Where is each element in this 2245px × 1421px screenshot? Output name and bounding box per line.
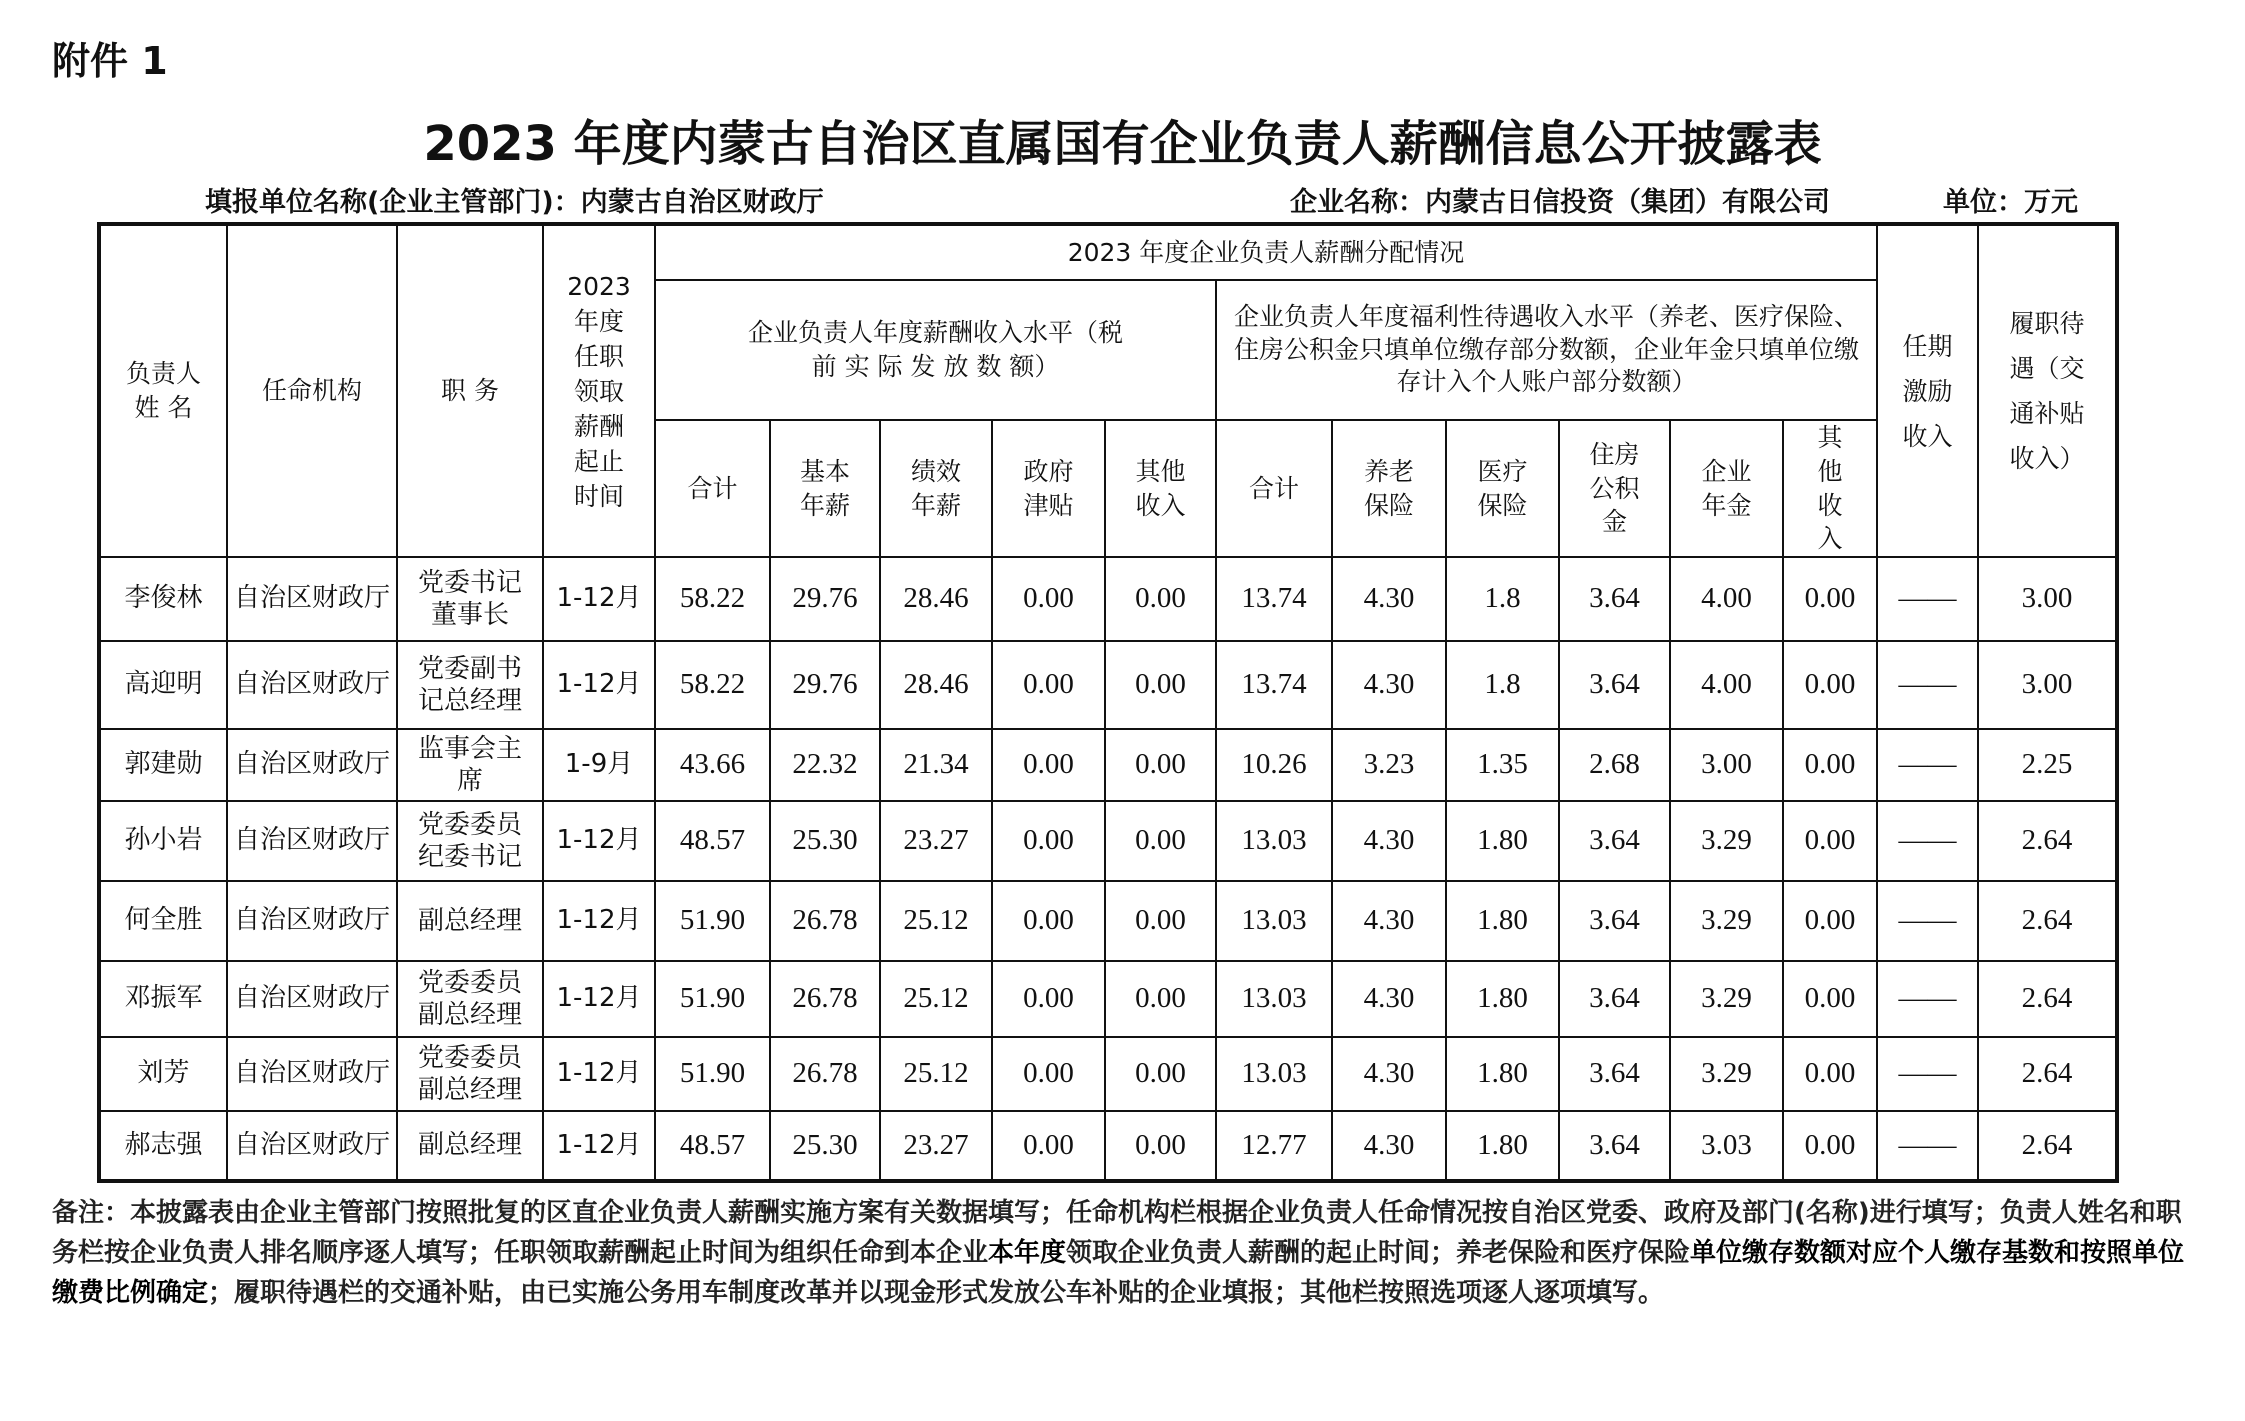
value-cell: 4.30 [1332,881,1446,961]
value-cell: 13.03 [1216,1037,1332,1111]
value-cell: —— [1877,881,1978,961]
value-cell: 2.64 [1978,881,2117,961]
value-cell: —— [1877,729,1978,801]
value-cell: 4.00 [1670,641,1783,729]
subheader-cell: 政府津贴 [992,420,1105,557]
subheader-cell: 其他收入 [1105,420,1216,557]
header-period: 2023年度任职领取薪酬起止时间 [543,224,655,557]
header-org: 任命机构 [227,224,397,557]
value-cell: 13.74 [1216,557,1332,641]
value-cell: 0.00 [1105,729,1216,801]
table-row [99,557,2117,641]
value-cell: 3.23 [1332,729,1446,801]
value-cell: 0.00 [992,641,1105,729]
value-cell: 1.80 [1446,961,1559,1037]
table-row [99,641,2117,729]
value-cell: 0.00 [1783,729,1877,801]
name-cell: 孙小岩 [99,801,227,881]
value-cell: 2.64 [1978,1111,2117,1181]
value-cell: 25.30 [770,801,880,881]
value-cell: 3.00 [1978,641,2117,729]
value-cell: 51.90 [655,1037,770,1111]
header-welfare-group: 企业负责人年度福利性待遇收入水平（养老、医疗保险、住房公积金只填单位缴存部分数额，企业年金只填单位缴存计入个人账户部分数额） [1216,280,1877,420]
value-cell: 0.00 [992,1037,1105,1111]
value-cell: 48.57 [655,1111,770,1181]
subheader-cell: 合计 [1216,420,1332,557]
value-cell: 13.03 [1216,801,1332,881]
footnote [52,1193,2192,1313]
value-cell: 25.30 [770,1111,880,1181]
subheader-cell: 住房公积金 [1559,420,1670,557]
org-cell: 自治区财政厅 [227,729,397,801]
value-cell: 0.00 [1105,557,1216,641]
value-cell: 0.00 [1105,961,1216,1037]
attachment-label: 附件 1 [52,39,168,83]
name-cell: 郭建勋 [99,729,227,801]
value-cell: 0.00 [992,729,1105,801]
table-row [99,1111,2117,1181]
value-cell: 43.66 [655,729,770,801]
value-cell: 0.00 [992,961,1105,1037]
value-cell: 0.00 [992,881,1105,961]
value-cell: 0.00 [1105,641,1216,729]
value-cell: 0.00 [1105,1037,1216,1111]
org-cell: 自治区财政厅 [227,961,397,1037]
value-cell: 13.74 [1216,641,1332,729]
org-cell: 自治区财政厅 [227,1111,397,1181]
note-text: 领取企业负责人薪酬的起止时间；养老保险和医疗保险 [1066,1238,1691,1268]
position-cell: 监事会主席 [397,729,543,801]
value-cell: 4.00 [1670,557,1783,641]
name-cell: 李俊林 [99,557,227,641]
org-cell: 自治区财政厅 [227,1037,397,1111]
value-cell: 3.29 [1670,1037,1783,1111]
value-cell: 3.64 [1559,1111,1670,1181]
value-cell: 29.76 [770,557,880,641]
value-cell: 1.35 [1446,729,1559,801]
value-cell: 2.64 [1978,1037,2117,1111]
reporting-unit: 填报单位名称(企业主管部门)：内蒙古自治区财政厅 [205,187,824,218]
table-row [99,881,2117,961]
value-cell: 4.30 [1332,961,1446,1037]
value-cell: 3.03 [1670,1111,1783,1181]
header-name: 负责人姓 名 [99,224,227,557]
value-cell: 2.64 [1978,801,2117,881]
position-cell: 副总经理 [397,1111,543,1181]
header-incentive: 任期激励收入 [1877,224,1978,557]
value-cell: 0.00 [1783,641,1877,729]
header-position: 职 务 [397,224,543,557]
value-cell: 0.00 [1783,1111,1877,1181]
value-cell: 26.78 [770,961,880,1037]
value-cell: 21.34 [880,729,992,801]
salary-table [97,222,2119,1183]
period-cell: 1-12月 [543,961,655,1037]
value-cell: 0.00 [992,1111,1105,1181]
period-cell: 1-12月 [543,881,655,961]
table-row [99,961,2117,1037]
value-cell: 10.26 [1216,729,1332,801]
value-cell: 0.00 [1105,1111,1216,1181]
value-cell: 0.00 [1105,881,1216,961]
value-cell: 4.30 [1332,1111,1446,1181]
header-allowance: 履职待遇（交通补贴收入） [1978,224,2117,557]
value-cell: 0.00 [1783,961,1877,1037]
value-cell: 1.8 [1446,641,1559,729]
note-bold: 单位缴存数额对应个人缴存基数和按照单位缴费比例确定 [52,1238,2185,1308]
value-cell: 0.00 [1783,801,1877,881]
value-cell: 3.00 [1978,557,2117,641]
value-cell: 0.00 [992,801,1105,881]
name-cell: 郝志强 [99,1111,227,1181]
value-cell: 0.00 [992,557,1105,641]
subheader-cell: 医疗保险 [1446,420,1559,557]
note-bold: 本年度 [988,1238,1067,1268]
subheader-cell: 其他收入 [1783,420,1877,557]
header-salary-group: 企业负责人年度薪酬收入水平（税 前 实 际 发 放 数 额） [655,280,1216,420]
org-cell: 自治区财政厅 [227,881,397,961]
value-cell: 4.30 [1332,801,1446,881]
value-cell: 25.12 [880,1037,992,1111]
org-cell: 自治区财政厅 [227,801,397,881]
period-cell: 1-9月 [543,729,655,801]
unit-label: 单位：万元 [1943,187,2078,218]
name-cell: 邓振军 [99,961,227,1037]
org-cell: 自治区财政厅 [227,557,397,641]
value-cell: 1.80 [1446,881,1559,961]
value-cell: 3.64 [1559,881,1670,961]
value-cell: 3.64 [1559,801,1670,881]
value-cell: —— [1877,801,1978,881]
value-cell: 13.03 [1216,961,1332,1037]
name-cell: 何全胜 [99,881,227,961]
value-cell: 51.90 [655,961,770,1037]
note-text: ；履职待遇栏的交通补贴，由已实施公务用车制度改革并以现金形式发放公车补贴的企业填报；其他栏按照选项逐人逐项填写。 [208,1278,1665,1308]
position-cell: 党委委员纪委书记 [397,801,543,881]
value-cell: 0.00 [1783,881,1877,961]
value-cell: 25.12 [880,881,992,961]
subheader-cell: 养老保险 [1332,420,1446,557]
value-cell: —— [1877,557,1978,641]
value-cell: —— [1877,641,1978,729]
value-cell: 29.76 [770,641,880,729]
value-cell: 23.27 [880,1111,992,1181]
value-cell: 1.8 [1446,557,1559,641]
value-cell: 2.68 [1559,729,1670,801]
subheader-cell: 合计 [655,420,770,557]
value-cell: 13.03 [1216,881,1332,961]
value-cell: 4.30 [1332,557,1446,641]
note-text: 备注：本披露表由企业主管部门按照批复的区直企业负责人薪酬实施方案有关数据填写；任命机构栏根据企业负责人任命情况按自治区党委、政府及部门(名称)进行填写；负责人姓名和职务栏按企业负责人排名顺序逐人填写；任职领取薪酬起止时间为组织任命到本企业 [52,1198,2182,1268]
table-row [99,1037,2117,1111]
table-row [99,801,2117,881]
value-cell: 3.29 [1670,961,1783,1037]
subheader-cell: 基本年薪 [770,420,880,557]
value-cell: 2.25 [1978,729,2117,801]
value-cell: 4.30 [1332,1037,1446,1111]
name-cell: 高迎明 [99,641,227,729]
value-cell: 58.22 [655,557,770,641]
page-title: 2023 年度内蒙古自治区直属国有企业负责人薪酬信息公开披露表 [423,116,1822,172]
value-cell: 26.78 [770,1037,880,1111]
subheader-cell: 绩效年薪 [880,420,992,557]
company-name: 企业名称：内蒙古日信投资（集团）有限公司 [1290,187,1830,218]
table-row [99,729,2117,801]
value-cell: 28.46 [880,557,992,641]
name-cell: 刘芳 [99,1037,227,1111]
value-cell: 1.80 [1446,801,1559,881]
period-cell: 1-12月 [543,801,655,881]
value-cell: 26.78 [770,881,880,961]
value-cell: —— [1877,1037,1978,1111]
value-cell: 3.29 [1670,881,1783,961]
org-cell: 自治区财政厅 [227,641,397,729]
period-cell: 1-12月 [543,1037,655,1111]
header-distribution: 2023 年度企业负责人薪酬分配情况 [655,224,1877,280]
position-cell: 党委书记董事长 [397,557,543,641]
period-cell: 1-12月 [543,1111,655,1181]
position-cell: 党委副书记总经理 [397,641,543,729]
value-cell: 0.00 [1783,557,1877,641]
value-cell: —— [1877,1111,1978,1181]
period-cell: 1-12月 [543,641,655,729]
value-cell: 22.32 [770,729,880,801]
subheader-cell: 企业年金 [1670,420,1783,557]
position-cell: 党委委员副总经理 [397,1037,543,1111]
value-cell: 3.64 [1559,1037,1670,1111]
value-cell: 23.27 [880,801,992,881]
value-cell: 48.57 [655,801,770,881]
value-cell: 3.64 [1559,641,1670,729]
value-cell: 3.64 [1559,961,1670,1037]
value-cell: 28.46 [880,641,992,729]
value-cell: 1.80 [1446,1111,1559,1181]
value-cell: 2.64 [1978,961,2117,1037]
value-cell: 58.22 [655,641,770,729]
value-cell: 0.00 [1105,801,1216,881]
value-cell: 12.77 [1216,1111,1332,1181]
value-cell: 0.00 [1783,1037,1877,1111]
value-cell: 3.64 [1559,557,1670,641]
position-cell: 副总经理 [397,881,543,961]
value-cell: 51.90 [655,881,770,961]
position-cell: 党委委员副总经理 [397,961,543,1037]
value-cell: 4.30 [1332,641,1446,729]
value-cell: —— [1877,961,1978,1037]
value-cell: 3.00 [1670,729,1783,801]
period-cell: 1-12月 [543,557,655,641]
value-cell: 3.29 [1670,801,1783,881]
value-cell: 1.80 [1446,1037,1559,1111]
value-cell: 25.12 [880,961,992,1037]
